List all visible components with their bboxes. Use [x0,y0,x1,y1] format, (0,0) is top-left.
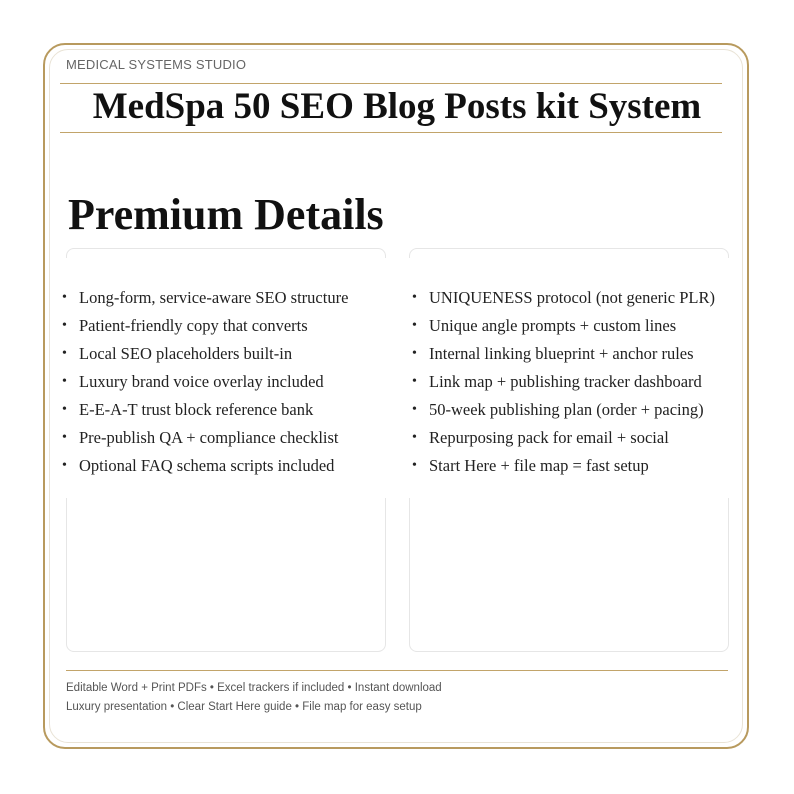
header-bottom-divider [60,132,722,133]
list-item: • Local SEO placeholders built-in [62,340,348,368]
list-item: • Unique angle prompts + custom lines [412,312,715,340]
footer-line-2: Luxury presentation • Clear Start Here guide • File map for easy setup [66,701,422,713]
feature-list-right [412,284,715,480]
list-item: • Internal linking blueprint + anchor rules [412,340,715,368]
section-title: Premium Details [68,190,384,239]
page-title: MedSpa 50 SEO Blog Posts kit System [92,86,702,127]
list-item: • Pre-publish QA + compliance checklist [62,424,348,452]
list-item: • Patient-friendly copy that converts [62,312,348,340]
list-item: • Repurposing pack for email + social [412,424,715,452]
footer-line-1: Editable Word + Print PDFs • Excel trackers if included • Instant download [66,682,442,694]
list-item: • 50-week publishing plan (order + pacing) [412,396,715,424]
list-item: • Optional FAQ schema scripts included [62,452,348,480]
footer-divider [66,670,728,671]
list-item: • UNIQUENESS protocol (not generic PLR) [412,284,715,312]
list-item: • Link map + publishing tracker dashboard [412,368,715,396]
list-item: • Luxury brand voice overlay included [62,368,348,396]
list-item: • Long-form, service-aware SEO structure [62,284,348,312]
feature-list-left [62,284,348,480]
list-item: • E-E-A-T trust block reference bank [62,396,348,424]
list-item: • Start Here + file map = fast setup [412,452,715,480]
studio-label: MEDICAL SYSTEMS STUDIO [66,57,247,72]
